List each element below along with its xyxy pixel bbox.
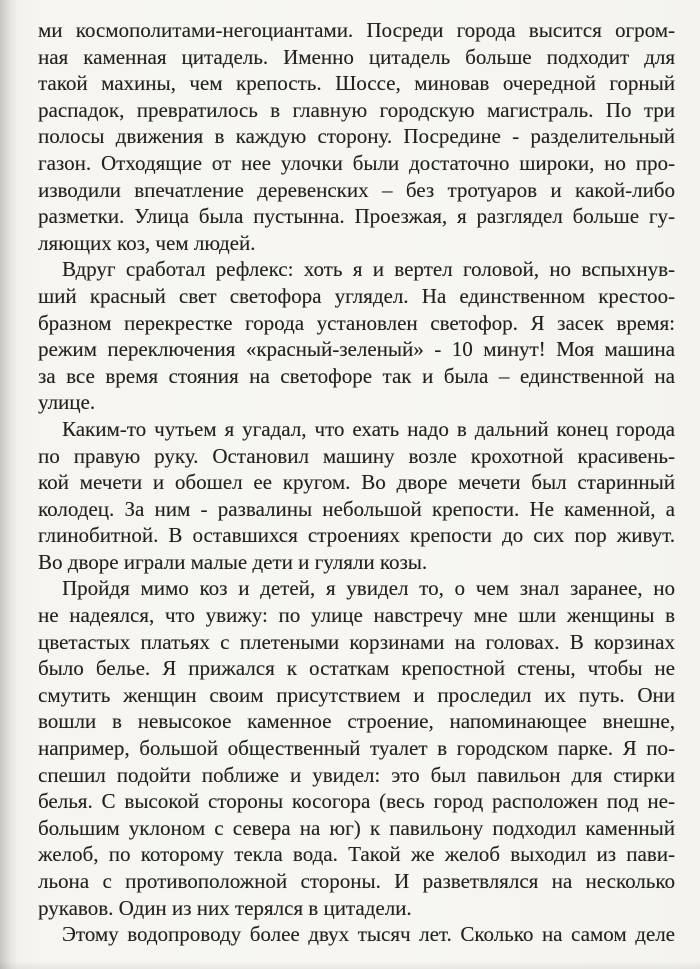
text-line: ная каменная цитадель. Именно цитадель больше подходит для (38, 44, 675, 69)
text-line: ми космополитами-негоциантами. Посреди города высится огром- (38, 18, 675, 42)
text-line: Вдруг сработал рефлекс: хоть я и вертел головой, но вспыхнув- (62, 257, 675, 282)
text-line: льона с противоположной стороны. И разветвлялся на несколько (38, 869, 675, 893)
text-line: за все время стояния на светофоре так и была – единственной на (38, 363, 675, 388)
text-line: смутить женщин своим присутствием и проследил их путь. Они (38, 682, 675, 707)
text-line: ляющих коз, чем людей. (38, 230, 256, 255)
text-line: распадок, превратилось в главную городскую магистраль. По три (38, 97, 675, 122)
paragraph (38, 575, 675, 921)
text-line: изводили впечатление деревенских – без тротуаров и какой-либо (38, 177, 675, 202)
text-line: рукавов. Один из них терялся в цитадели. (38, 895, 412, 920)
text-line: белья. С высокой стороны косогора (весь город расположен под не- (38, 789, 675, 814)
text-line: улице. (38, 390, 96, 415)
text-line: колодец. За ним - развалины небольшой крепости. Не каменной, а (38, 496, 675, 521)
text-line: было белье. Я прижался к остаткам крепостной стены, чтобы не (38, 656, 675, 681)
text-line: Каким-то чутьем я угадал, что ехать надо в дальний конец города (62, 416, 675, 441)
text-line: Этому водопроводу более двух тысяч лет. Сколько на самом деле (62, 922, 675, 947)
text-line: не надеялся, что увижу: по улице навстречу мне шли женщины в (38, 603, 675, 628)
paragraph (38, 17, 675, 256)
text-line: газон. Отходящие от нее улочки были достаточно широки, но про- (38, 150, 675, 175)
text-line: спешил подойти поближе и увидел: это был павильон для стирки (38, 762, 675, 787)
text-line: ший красный свет светофора углядел. На единственном крестоо- (38, 283, 675, 308)
text-line: разметки. Улица была пустынна. Проезжая, я разглядел больше гу- (38, 204, 675, 229)
text-line: желоб, по которому текла вода. Такой же желоб выходил из пави- (38, 842, 675, 867)
text-line: глинобитной. В оставшихся строениях крепости до сих пор живут. (38, 523, 675, 548)
text-line: режим переключения «красный-зеленый» - 10 минут! Моя машина (38, 337, 675, 362)
text-line: по правую руку. Остановил машину возле крохотной красивень- (38, 443, 675, 468)
text-line: бразном перекрестке города установлен светофор. Я засек время: (38, 310, 675, 335)
text-line: полосы движения в каждую сторону. Посредине - разделительный (38, 124, 675, 149)
text-line: например, большой общественный туалет в городском парке. Я по- (38, 736, 675, 761)
scan-edge-shadow (0, 0, 18, 969)
paragraph (38, 921, 675, 948)
page-text (38, 17, 675, 948)
paragraph (38, 416, 675, 576)
paragraph (38, 256, 675, 416)
text-line: кой мечети и обошел ее кругом. Во дворе мечети был старинный (38, 470, 675, 495)
text-line: большим уклоном с севера на юг) к павильону подходил каменный (38, 815, 675, 840)
text-line: Пройдя мимо коз и детей, я увидел то, о чем знал заранее, но (62, 576, 675, 601)
text-line: Во дворе играли малые дети и гуляли козы. (38, 549, 428, 574)
text-line: цветастых платьях с плетеными корзинами на головах. В корзинах (38, 629, 675, 654)
text-line: такой махины, чем крепость. Шоссе, миновав очередной горный (38, 71, 675, 96)
text-line: вошли в невысокое каменное строение, напоминающее внешне, (38, 709, 675, 734)
scan-bottom-shadow (0, 961, 700, 969)
